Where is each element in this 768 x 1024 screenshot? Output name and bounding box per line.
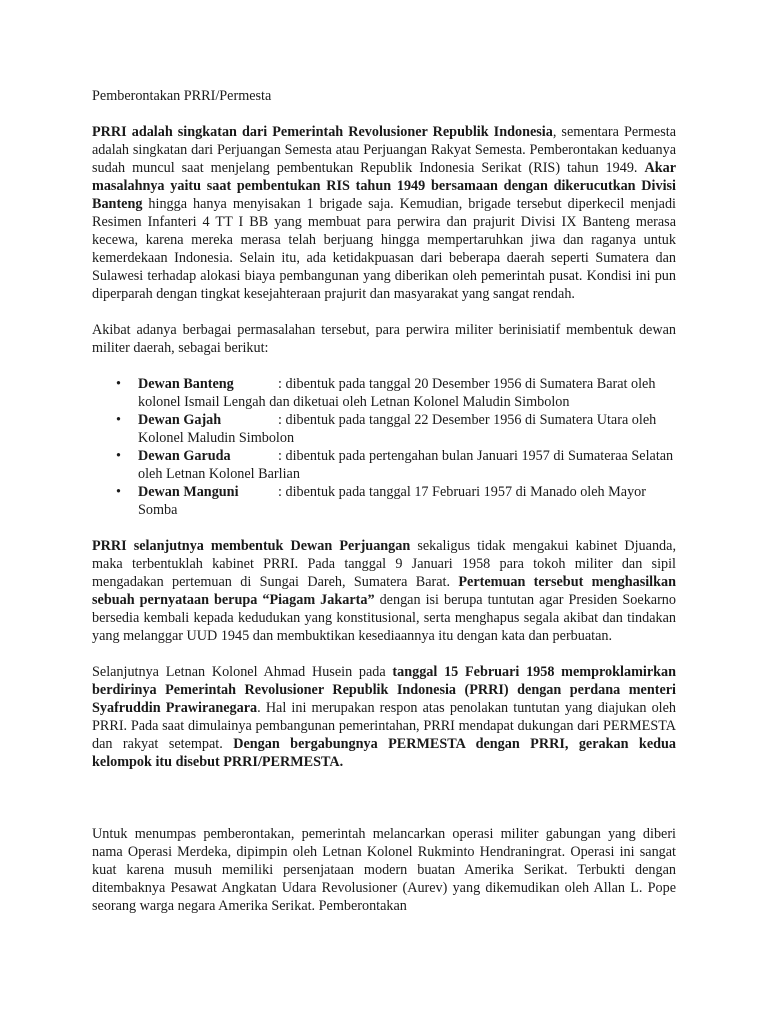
council-name: Dewan Banteng: [138, 376, 234, 392]
bold-text: Pertemuan tersebut menghasilkan sebuah pernyataan berupa “Piagam Jakarta”: [92, 574, 676, 608]
councils-list: [92, 375, 676, 519]
body-text: hingga hanya menyisakan 1 brigade saja. Kemudian, brigade tersebut diperkecil menjadi Resimen Infanteri 4 TT I BB yang membuat para perwira dan prajurit Divisi IX Banteng merasa kecewa, karena mereka merasa telah berjuang hingga mempertaruhkan jiwa dan raganya untuk kemerdekaan Indonesia. Selain itu, ada ketidakpuasan dari beberapa daerah seperti Sumatera dan Sulawesi terhadap alokasi biaya pembangunan yang diberikan oleh pemerintah pusat. Kondisi ini pun diperparah dengan tingkat kesejahteraan prajurit dan masyarakat yang sangat rendah.: [92, 196, 676, 302]
council-name: Dewan Garuda: [138, 448, 231, 464]
paragraph-dewan-perjuangan: [92, 537, 676, 645]
bullet-icon: •: [116, 376, 121, 392]
bold-text: tanggal 15 Februari 1958 memproklamirkan berdirinya Pemerintah Revolusioner Republik Indonesia (PRRI) dengan perdana menteri Syafruddin Prawiranegara: [92, 664, 676, 716]
list-item: [92, 447, 676, 483]
council-description: : dibentuk pada tanggal 17 Februari 1957 di Manado oleh Mayor Somba: [138, 484, 647, 518]
bullet-icon: •: [116, 448, 121, 464]
council-description: : dibentuk pada tanggal 20 Desember 1956 di Sumatera Barat oleh kolonel Ismail Lengah dan diketuai oleh Letnan Kolonel Maludin Simbolon: [138, 376, 656, 410]
paragraph-prri-proclamation: [92, 663, 676, 771]
list-item: [92, 411, 676, 447]
council-name: Dewan Manguni: [138, 484, 239, 500]
bold-text: Dengan bergabungnya PERMESTA dengan PRRI, gerakan kedua kelompok itu disebut PRRI/PERMESTA.: [92, 736, 676, 770]
document-title: Pemberontakan PRRI/Permesta: [92, 88, 272, 104]
council-description: : dibentuk pada tanggal 22 Desember 1956 di Sumatera Utara oleh Kolonel Maludin Simbolon: [138, 412, 657, 446]
bold-text: Akar masalahnya yaitu saat pembentukan RIS tahun 1949 bersamaan dengan dikerucutkan Divisi Banteng: [92, 160, 676, 212]
list-item: [92, 375, 676, 411]
body-text: Selanjutnya Letnan Kolonel Ahmad Husein pada: [92, 664, 393, 680]
paragraph-prri-background: [92, 123, 676, 303]
paragraph-military-councils-intro: Akibat adanya berbagai permasalahan tersebut, para perwira militer berinisiatif membentuk dewan militer daerah, sebagai berikut:: [92, 322, 676, 356]
list-item: [92, 483, 676, 519]
body-text: sekaligus tidak mengakui kabinet Djuanda, maka terbentuklah kabinet PRRI. Pada tanggal 9 Januari 1958 para tokoh militer dan sipil mengadakan pertemuan di Sungai Dareh, Sumatera Barat.: [92, 538, 676, 590]
bold-text: PRRI adalah singkatan dari Pemerintah Revolusioner Republik Indonesia: [92, 124, 553, 140]
council-description: : dibentuk pada pertengahan bulan Januari 1957 di Sumateraa Selatan oleh Letnan Kolonel Barlian: [138, 448, 674, 482]
bold-text: PRRI selanjutnya membentuk Dewan Perjuangan: [92, 538, 411, 554]
body-text: . Hal ini merupakan respon atas penolakan tuntutan yang diajukan oleh PRRI. Pada saat dimulainya pembangunan pemerintahan, PRRI mendapat dukungan dari PERMESTA dan rakyat setempat.: [92, 700, 676, 752]
body-text: , sementara Permesta adalah singkatan dari Perjuangan Semesta atau Perjuangan Rakyat Semesta. Pemberontakan keduanya sudah muncul saat menjelang pembentukan Republik Indonesia Serikat (RIS) tahun 1949.: [92, 124, 676, 176]
bullet-icon: •: [116, 484, 121, 500]
bullet-icon: •: [116, 412, 121, 428]
paragraph-operasi-merdeka: Untuk menumpas pemberontakan, pemerintah melancarkan operasi militer gabungan yang diberi nama Operasi Merdeka, dipimpin oleh Letnan Kolonel Rukminto Hendraningrat. Operasi ini sangat kuat karena musuh memiliki persenjataan modern buatan Amerika Serikat. Terbukti dengan ditembaknya Pesawat Angkatan Udara Revolusioner (Aurev) yang dikemudikan oleh Allan L. Pope seorang warga negara Amerika Serikat. Pemberontakan: [92, 826, 676, 914]
body-text: dengan isi berupa tuntutan agar Presiden Soekarno bersedia kembali kepada kedudukan yang konstitusional, serta menghapus segala akibat dan tindakan yang melanggar UUD 1945 dan membuktikan kesediaannya itu dengan kata dan perbuatan.: [92, 592, 676, 644]
council-name: Dewan Gajah: [138, 412, 222, 428]
